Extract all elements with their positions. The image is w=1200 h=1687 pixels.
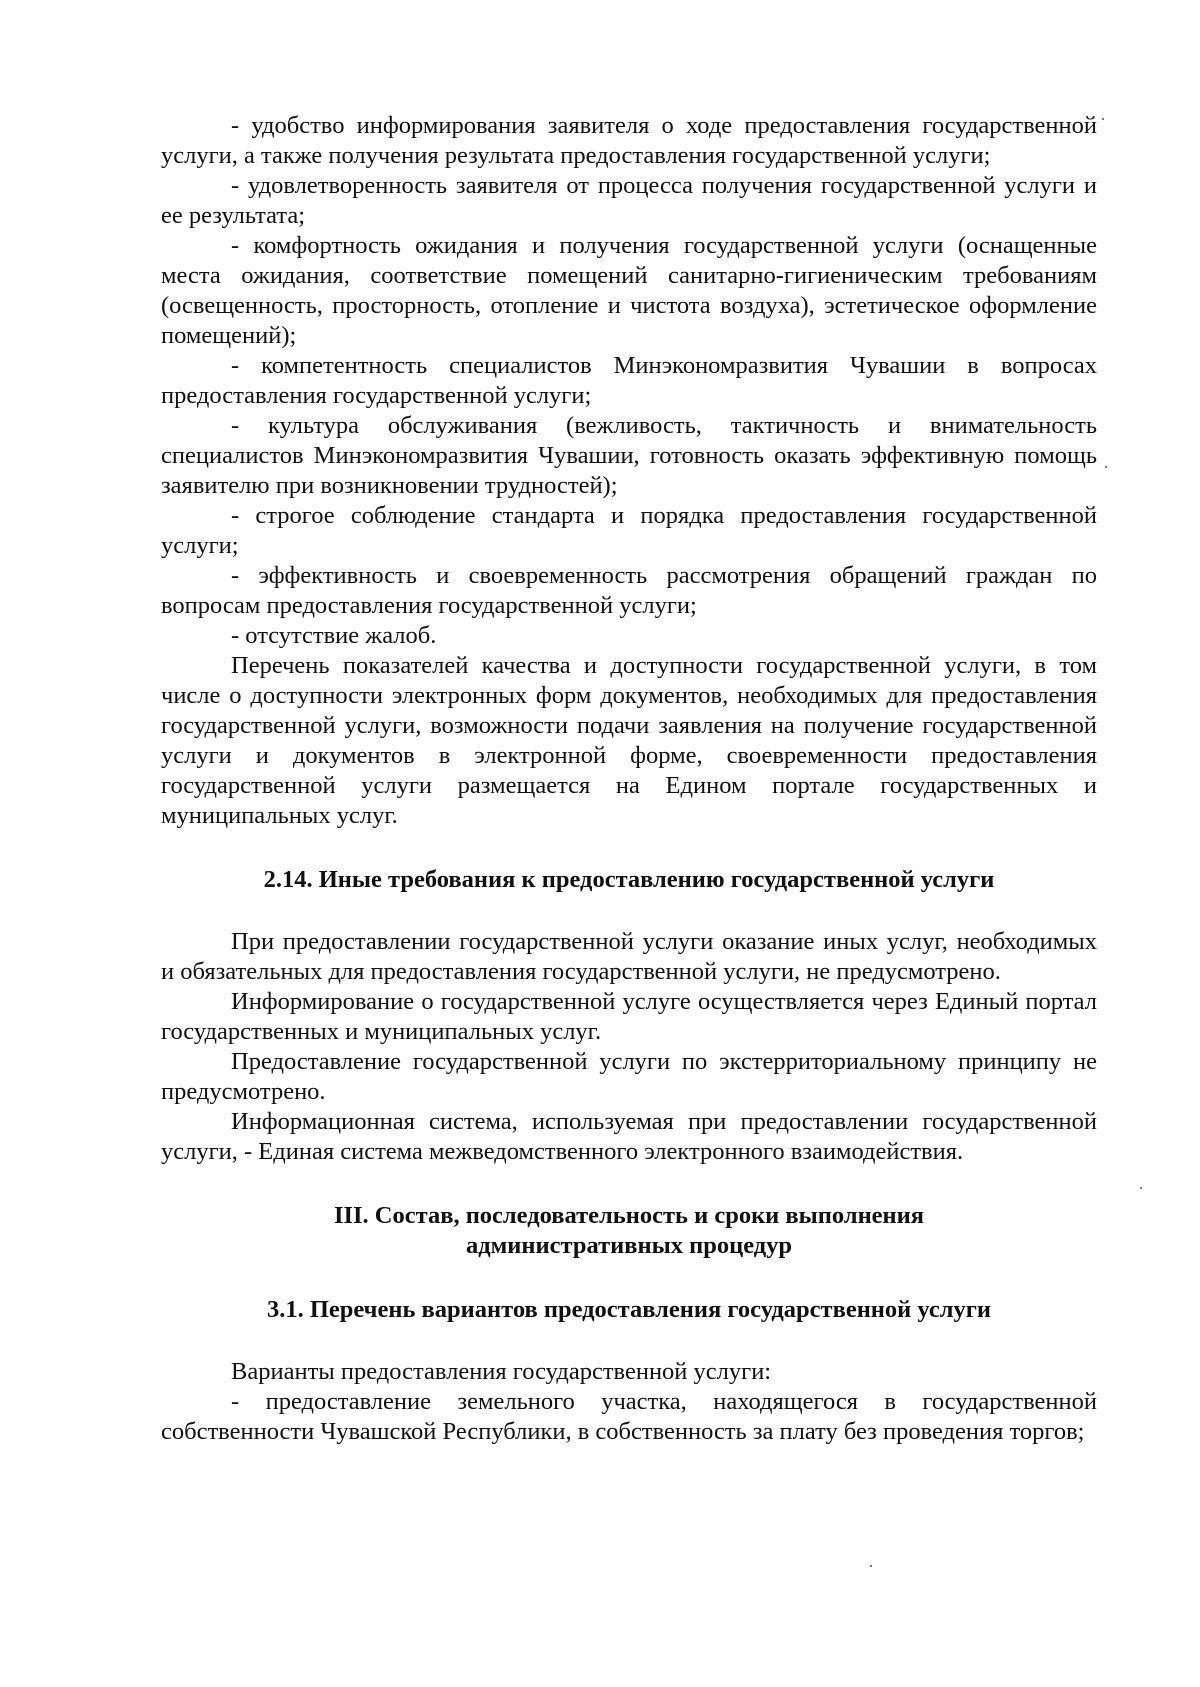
paragraph-quality-indicators: Перечень показателей качества и доступности государственной услуги, в том числе о доступности электронных форм документов, необходимых для предоставления государственной услуги, возможности подачи заявления на получение государственной услуги и документов в электронной форме, своевременности предоставления государственной услуги размещается на Едином портале государственных и муниципальных услуг. xyxy=(161,652,1097,829)
scan-speck xyxy=(1105,466,1107,468)
paragraph-criterion-comfort: - комфортность ожидания и получения государственной услуги (оснащенные места ожидания, соответствие помещений санитарно-гигиеническим требованиям (освещенность, просторность, отопление и чистота воздуха), эстетическое оформление помещений); xyxy=(161,232,1097,349)
scan-speck xyxy=(1102,118,1104,120)
scan-speck xyxy=(1140,1187,1142,1189)
paragraph-criterion-service-culture: - культура обслуживания (вежливость, тактичность и внимательность специалистов Минэкономразвития Чувашии, готовность оказать эффективную помощь заявителю при возникновении трудностей); xyxy=(161,412,1097,499)
paragraph-variant-land-plot: - предоставление земельного участка, находящегося в государственной собственности Чувашской Республики, в собственность за плату без проведения торгов; xyxy=(161,1388,1097,1445)
paragraph-informing-portal: Информирование о государственной услуге осуществляется через Единый портал государственных и муниципальных услуг. xyxy=(161,988,1097,1045)
paragraph-criterion-efficiency: - эффективность и своевременность рассмотрения обращений граждан по вопросам предоставления государственной услуги; xyxy=(161,562,1097,619)
section-3-heading xyxy=(161,1201,1097,1261)
paragraph-criterion-standard-compliance: - строгое соблюдение стандарта и порядка предоставления государственной услуги; xyxy=(161,502,1097,559)
paragraph-information-system: Информационная система, используемая при предоставлении государственной услуги, - Единая система межведомственного электронного взаимодействия. xyxy=(161,1108,1097,1165)
paragraph-other-services: При предоставлении государственной услуги оказание иных услуг, необходимых и обязательных для предоставления государственной услуги, не предусмотрено. xyxy=(161,928,1097,985)
section-2-14-heading: 2.14. Иные требования к предоставлению государственной услуги xyxy=(263,866,995,893)
scan-speck xyxy=(870,1565,872,1567)
paragraph-criterion-satisfaction: - удовлетворенность заявителя от процесса получения государственной услуги и ее результата; xyxy=(161,172,1097,229)
paragraph-extraterritorial: Предоставление государственной услуги по экстерриториальному принципу не предусмотрено. xyxy=(161,1048,1097,1105)
paragraph-criterion-competence: - компетентность специалистов Минэкономразвития Чувашии в вопросах предоставления государственной услуги; xyxy=(161,352,1097,409)
section-3-heading-line-1: III. Состав, последовательность и сроки выполнения xyxy=(333,1202,925,1229)
section-3-1-heading: 3.1. Перечень вариантов предоставления государственной услуги xyxy=(266,1296,992,1323)
section-3-heading-line-2: административных процедур xyxy=(465,1232,793,1259)
paragraph-criterion-informing: - удобство информирования заявителя о ходе предоставления государственной услуги, а также получения результата предоставления государственной услуги; xyxy=(161,112,1097,169)
paragraph-criterion-no-complaints: - отсутствие жалоб. xyxy=(231,622,437,649)
document-page xyxy=(161,111,1097,1447)
paragraph-variants-intro: Варианты предоставления государственной услуги: xyxy=(231,1358,772,1385)
